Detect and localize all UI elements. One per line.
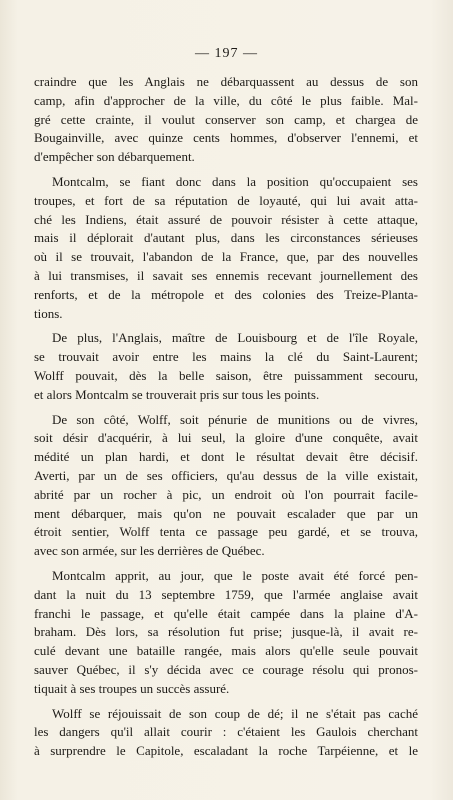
text-line: avec son armée, sur les derrières de Québec. [34,543,265,559]
text-line: tiquait à ses troupes un succès assuré. [34,680,230,696]
text-line: où il se trouvait, l'abandon de la France, que, par des nouvelles [34,249,418,265]
text-line: renforts, et de la métropole et des colonies des Treize-Planta- [34,286,418,302]
paragraph-5 [34,567,418,699]
text-line: De plus, l'Anglais, maître de Louisbourg et de l'île Royale, [52,330,418,346]
text-line: Bougainville, avec quinze cents hommes, d'observer l'ennemi, et [34,130,418,146]
text-line: troupes, et fort de sa réputation de loyauté, qui lui avait atta- [34,192,418,208]
text-line: Montcalm, se fiant donc dans la position qu'occupaient ses [52,173,418,189]
text-line: camp, afin d'approcher de la ville, du côté le plus faible. Mal- [34,92,418,108]
text-line: ment débarquer, mais qu'on ne pouvait escalader que par un [34,505,418,521]
text-line: à surprendre le Capitole, escaladant la roche Tarpéienne, et le [34,743,418,759]
text-line: Wolff se réjouissait de son coup de dé; il ne s'était pas caché [52,705,418,721]
text-line: sauver Québec, il s'y décida avec ce courage résolu qui pronos- [34,661,418,677]
body-text [34,73,418,767]
paragraph-1 [34,73,418,167]
text-line: culé devant une bataille rangée, mais alors qu'elle seule pouvait [34,643,418,659]
text-line: à lui transmises, il savait ses ennemis recevant journellement des [34,267,418,283]
text-line: abrité par un rocher à pic, un endroit où l'on pourrait facile- [34,486,418,502]
text-line: De son côté, Wolff, soit pénurie de munitions ou de vivres, [52,411,418,427]
paragraph-6 [34,705,418,761]
text-line: ché les Indiens, était assuré de pouvoir résister à cette attaque, [34,211,418,227]
text-line: craindre que les Anglais ne débarquassent au dessus de son [34,74,418,89]
text-line: et alors Montcalm se trouverait pris sur tous les points. [34,386,320,402]
page-number: — 197 — [195,46,258,61]
text-line: dant la nuit du 13 septembre 1759, que l'armée anglaise avait [34,586,418,602]
text-line: franchi le passage, et qu'elle était campée dans la plaine d'A- [34,605,418,621]
text-line: tions. [34,305,63,321]
text-line: gré cette crainte, il voulut conserver son camp, et chargea de [34,111,418,127]
text-line: se trouvait avoir entre les mains la clé du Saint-Laurent; [34,349,418,365]
text-line: braham. Dès lors, sa résolution fut prise; jusque-là, il avait re- [34,624,418,640]
text-line: Averti, par un de ses officiers, qu'au dessus de la ville existait, [34,467,418,483]
text-line: médité un plan hardi, et dont le résultat devait être décisif. [34,449,418,465]
text-line: Wolff pouvait, dès la belle saison, être puissamment secouru, [34,367,418,383]
text-line: d'empêcher son débarquement. [34,149,195,165]
paragraph-2 [34,173,418,323]
text-line: étroit sentier, Wolff tenta ce passage peu gardé, et se trouva, [34,524,418,540]
paragraph-4 [34,411,418,561]
text-line: Montcalm apprit, au jour, que le poste avait été forcé pen- [52,567,418,583]
text-line: les dangers qu'il allait courir : c'étaient les Gaulois cherchant [34,724,418,740]
text-line: soit désir d'acquérir, à lui seul, la gloire d'une conquête, avait [34,430,418,446]
paragraph-3 [34,329,418,404]
text-line: mais il déplorait d'autant plus, dans les circonstances sérieuses [34,230,418,246]
